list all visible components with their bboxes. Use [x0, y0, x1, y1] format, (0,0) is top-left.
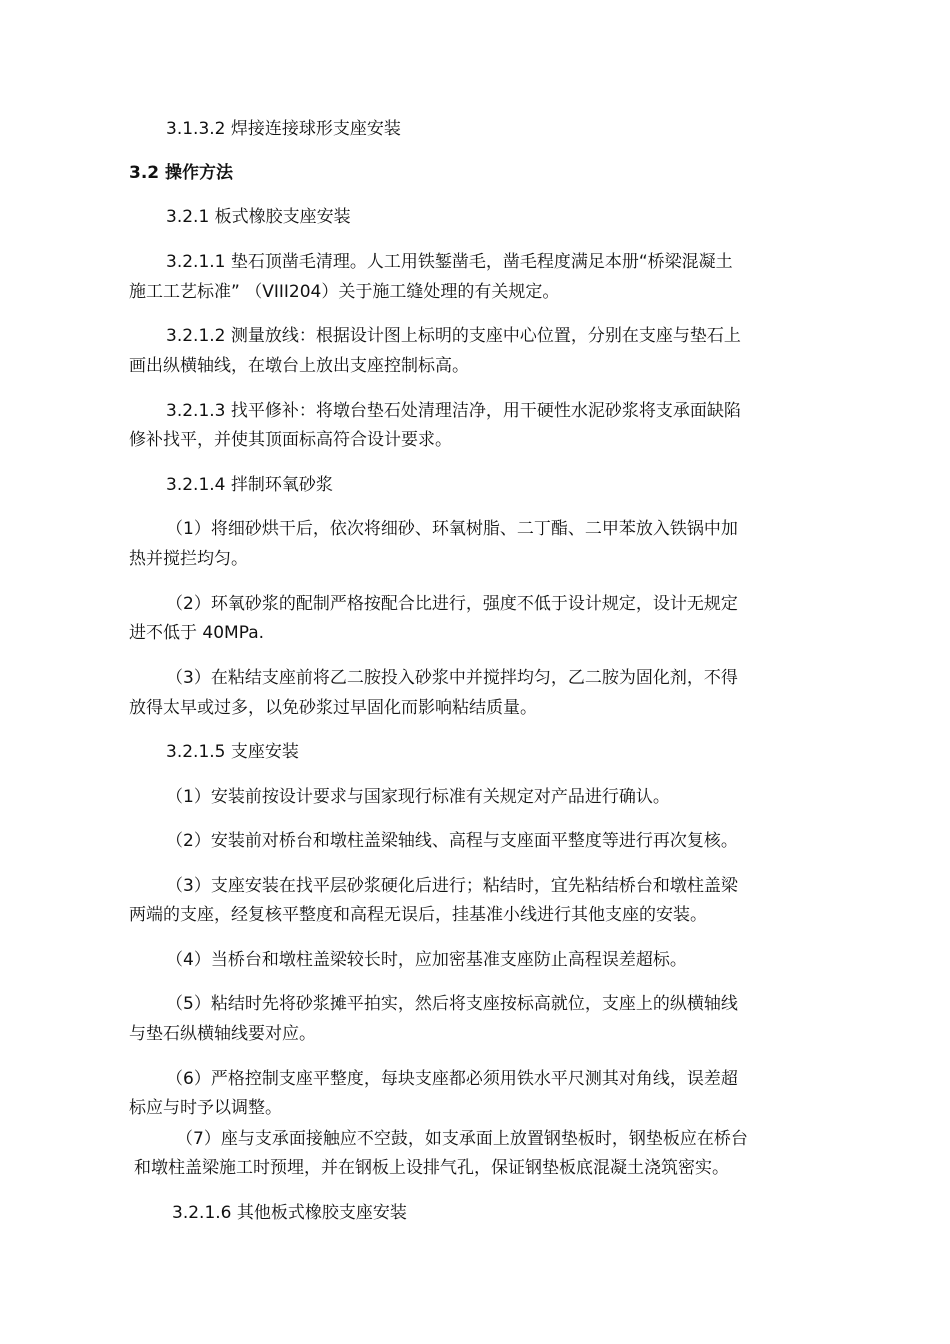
install-item-7-line-1: （7）座与支承面接触应不空鼓，如支承面上放置钢垫板时，钢垫板应在桥台: [176, 1129, 748, 1149]
list-item-2-line-2: 进不低于 40MPa.: [129, 623, 265, 643]
install-item-6-line-1: （6）严格控制支座平整度，每块支座都必须用铁水平尺测其对角线，误差超: [166, 1069, 738, 1089]
subsection-heading-3-2-1-4: 3.2.1.4 拌制环氧砂浆: [166, 475, 333, 495]
install-item-5-line-2: 与垫石纵横轴线要对应。: [129, 1024, 316, 1044]
install-item-1: （1）安装前按设计要求与国家现行标准有关规定对产品进行确认。: [166, 787, 670, 807]
section-heading-3-2: 3.2 操作方法: [129, 163, 234, 183]
list-item-1-line-2: 热并搅拦均匀。: [129, 549, 248, 569]
install-item-7-line-2: 和墩柱盖梁施工时预埋，并在钢板上设排气孔，保证钢垫板底混凝土浇筑密实。: [134, 1158, 729, 1178]
install-item-3-line-2: 两端的支座，经复核平整度和高程无误后，挂基准小线进行其他支座的安装。: [129, 905, 707, 925]
subsection-heading-3-2-1: 3.2.1 板式橡胶支座安装: [166, 207, 351, 227]
subsection-heading-3-2-1-6: 3.2.1.6 其他板式橡胶支座安装: [172, 1203, 407, 1223]
paragraph-3-2-1-3-line-1: 3.2.1.3 找平修补：将墩台垫石处清理洁净，用干硬性水泥砂浆将支承面缺陷: [166, 401, 741, 421]
install-item-6-line-2: 标应与时予以调整。: [129, 1098, 282, 1118]
install-item-2: （2）安装前对桥台和墩柱盖梁轴线、高程与支座面平整度等进行再次复核。: [166, 831, 738, 851]
list-item-2-line-1: （2）环氧砂浆的配制严格按配合比进行，强度不低于设计规定，设计无规定: [166, 594, 738, 614]
paragraph-3-2-1-1-line-1: 3.2.1.1 垫石顶凿毛清理。人工用铁錾凿毛，凿毛程度满足本册“桥梁混凝土: [166, 252, 733, 272]
install-item-5-line-1: （5）粘结时先将砂浆摊平拍实，然后将支座按标高就位，支座上的纵横轴线: [166, 994, 738, 1014]
list-item-3-line-1: （3）在粘结支座前将乙二胺投入砂浆中并搅拌均匀，乙二胺为固化剂，不得: [166, 668, 738, 688]
paragraph-3-2-1-2-line-2: 画出纵横轴线，在墩台上放出支座控制标高。: [129, 356, 469, 376]
install-item-4: （4）当桥台和墩柱盖梁较长时，应加密基准支座防止高程误差超标。: [166, 950, 687, 970]
subsection-heading-3-1-3-2: 3.1.3.2 焊接连接球形支座安装: [166, 119, 401, 139]
paragraph-3-2-1-2-line-1: 3.2.1.2 测量放线：根据设计图上标明的支座中心位置，分别在支座与垫石上: [166, 326, 741, 346]
list-item-1-line-1: （1）将细砂烘干后，依次将细砂、环氧树脂、二丁酯、二甲苯放入铁锅中加: [166, 519, 738, 539]
subsection-heading-3-2-1-5: 3.2.1.5 支座安装: [166, 742, 299, 762]
paragraph-3-2-1-1-line-2: 施工工艺标准” （VIII204）关于施工缝处理的有关规定。: [129, 282, 560, 302]
list-item-3-line-2: 放得太早或过多，以免砂浆过早固化而影响粘结质量。: [129, 698, 537, 718]
install-item-3-line-1: （3）支座安装在找平层砂浆硬化后进行；粘结时，宜先粘结桥台和墩柱盖梁: [166, 876, 738, 896]
paragraph-3-2-1-3-line-2: 修补找平，并使其顶面标高符合设计要求。: [129, 430, 452, 450]
